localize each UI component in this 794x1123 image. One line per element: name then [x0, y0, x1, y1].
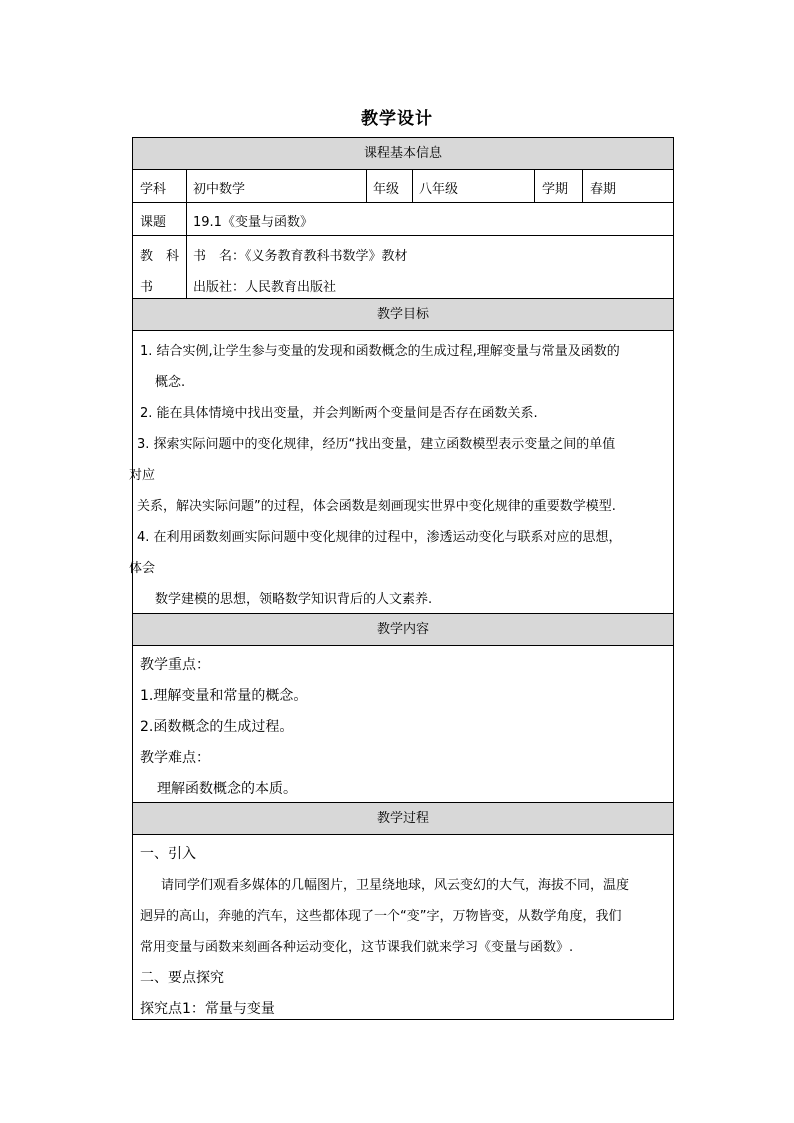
process-line: 二、要点探究: [140, 970, 224, 986]
document-title: 教学设计: [361, 109, 433, 129]
content-line: 教学难点：: [140, 750, 210, 766]
process-line: 一、引入: [140, 846, 196, 862]
grade-label: 年级: [373, 182, 400, 197]
content-line: 2.函数概念的生成过程。: [140, 719, 294, 735]
objective-line: 1. 结合实例,让学生参与变量的发现和函数概念的生成过程,理解变量与常量及函数的: [140, 344, 620, 359]
lesson-plan-table: [129, 137, 674, 1020]
objective-line: 关系，解决实际问题”的过程，体会函数是刻画现实世界中变化规律的重要数学模型.: [137, 499, 616, 514]
subject-label: 学科: [140, 182, 167, 197]
textbook-name: 书 名：《义务教育教科书数学》教材: [193, 249, 408, 264]
objective-line: 概念.: [155, 375, 186, 390]
term-value: 春期: [590, 182, 617, 197]
textbook-publisher: 出版社：人民教育出版社: [193, 280, 337, 295]
content-line: 理解函数概念的本质。: [157, 781, 297, 797]
topic-value: 19.1《变量与函数》: [193, 215, 313, 230]
objective-line: 体会: [129, 561, 156, 576]
process-line: 迥异的高山，奔驰的汽车，这些都体现了一个“变”字，万物皆变，从数学角度，我们: [140, 909, 622, 924]
topic-label: 课题: [140, 215, 167, 230]
term-label: 学期: [542, 182, 569, 197]
content-header: 教学内容: [133, 614, 673, 645]
process-line: 常用变量与函数来刻画各种运动变化，这节课我们就来学习《变量与函数》.: [140, 940, 574, 955]
objective-line: 对应: [129, 468, 156, 483]
content-line: 1.理解变量和常量的概念。: [140, 688, 308, 704]
textbook-label-line1: 教 科: [140, 249, 180, 264]
process-line: 请同学们观看多媒体的几幅图片，卫星绕地球，风云变幻的大气，海拔不同，温度: [161, 878, 630, 893]
basic-info-header: 课程基本信息: [133, 138, 673, 169]
subject-value: 初中数学: [193, 182, 246, 197]
grade-value: 八年级: [419, 182, 459, 197]
textbook-label-line2: 书: [140, 280, 154, 295]
objective-line: 2. 能在具体情境中找出变量，并会判断两个变量间是否存在函数关系.: [140, 406, 538, 421]
process-line: 探究点1：常量与变量: [140, 1001, 275, 1017]
objective-line: 4. 在利用函数刻画实际问题中变化规律的过程中，渗透运动变化与联系对应的思想，: [137, 530, 622, 545]
objective-line: 数学建模的思想，领略数学知识背后的人文素养.: [155, 592, 433, 607]
content-line: 教学重点：: [140, 657, 210, 673]
process-header: 教学过程: [133, 803, 673, 834]
objective-line: 3. 探索实际问题中的变化规律，经历“找出变量，建立函数模型表示变量之间的单值: [137, 437, 616, 452]
objectives-header: 教学目标: [133, 299, 673, 330]
